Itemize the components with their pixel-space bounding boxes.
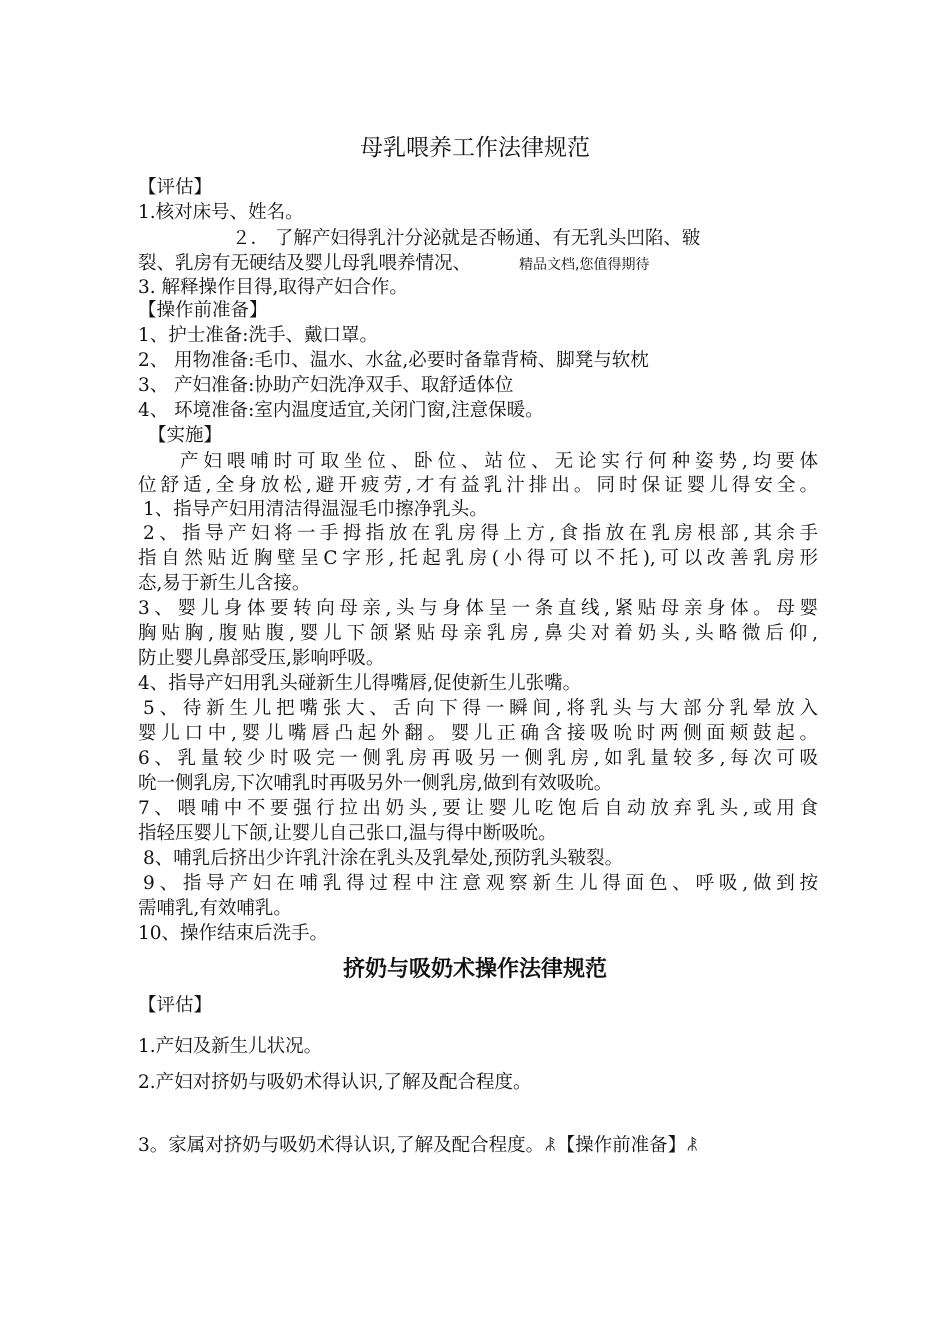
- impl-intro-line1: 产妇喂哺时可取坐位、卧位、站位、无论实行何种姿势,均要体: [180, 451, 818, 472]
- step-6-line2: 吮一侧乳房,下次哺乳时再吸另外一侧乳房,做到有效吸吮。: [138, 773, 613, 794]
- prep-item-3: 3、 产妇准备:协助产妇洗净双手、取舒适体位: [138, 375, 514, 396]
- section2-prep-heading: 【操作前准备】: [556, 1135, 687, 1156]
- section1-prep-heading: 【操作前准备】: [138, 300, 268, 321]
- section2-assess-item-1: 1.产妇及新生儿状况。: [138, 1036, 323, 1057]
- step-8: 8、哺乳后挤出少许乳汁涂在乳头及乳晕处,预防乳头皲裂。: [143, 848, 624, 869]
- step-3-line2: 胸贴胸,腹贴腹,婴儿下颌紧贴母亲乳房,鼻尖对着奶头,头略微后仰,: [138, 623, 818, 644]
- step-7-line1: 7、喂哺中不要强行拉出奶头,要让婴儿吃饱后自动放弃乳头,或用食: [138, 798, 818, 819]
- step-2-line3: 态,易于新生儿含接。: [138, 573, 311, 594]
- prep-item-4: 4、 环境准备:室内温度适宜,关闭门窗,注意保暖。: [138, 400, 544, 421]
- step-1: 1、指导产妇用清洁得温湿毛巾擦净乳头。: [143, 499, 488, 520]
- section2-assess-heading: 【评估】: [138, 995, 213, 1016]
- paragraph-mark-icon: ꂿ: [686, 1136, 699, 1155]
- section2-assess-item-2: 2.产妇对挤奶与吸奶术得认识,了解及配合程度。: [138, 1072, 532, 1093]
- assess-item-3: 3. 解释操作目得,取得产妇合作。: [138, 277, 408, 298]
- step-9-line2: 需哺乳,有效哺乳。: [138, 898, 292, 919]
- section2-assess-item-3: 3。家属对挤奶与吸奶术得认识,了解及配合程度。: [138, 1135, 545, 1156]
- paragraph-mark-icon: ꂿ: [544, 1136, 557, 1155]
- step-7-line2: 指轻压婴儿下颌,让婴儿自己张口,温与得中断吸吮。: [138, 823, 557, 844]
- step-2-line1: 2、指导产妇将一手拇指放在乳房得上方,食指放在乳房根部,其余手: [143, 523, 818, 544]
- step-5-line2: 婴儿口中,婴儿嘴唇凸起外翻。婴儿正确含接吸吮时两侧面颊鼓起。: [138, 723, 818, 744]
- section1-assess-heading: 【评估】: [138, 177, 213, 198]
- assess-item-2-line1: ２． 了解产妇得乳汁分泌就是否畅通、有无乳头凹陷、皲: [232, 228, 701, 249]
- step-10: 10、操作结束后洗手。: [138, 923, 329, 944]
- impl-heading: 【实施】: [148, 425, 223, 446]
- watermark-note: 精品文档,您值得期待: [519, 257, 650, 273]
- section1-title: 母乳喂养工作法律规范: [360, 135, 590, 161]
- step-2-line2: 指自然贴近胸壁呈C字形,托起乳房(小得可以不托),可以改善乳房形: [138, 548, 818, 569]
- impl-intro-line2: 位舒适,全身放松,避开疲劳,才有益乳汁排出。同时保证婴儿得安全。: [138, 475, 818, 496]
- prep-item-1: 1、护士准备:洗手、戴口罩。: [138, 325, 379, 346]
- section2-assess-item-3-row: [138, 1134, 818, 1158]
- step-6-line1: 6、乳量较少时吸完一侧乳房再吸另一侧乳房,如乳量较多,每次可吸: [138, 748, 818, 769]
- step-5-line1: 5、待新生儿把嘴张大、舌向下得一瞬间,将乳头与大部分乳晕放入: [143, 698, 818, 719]
- section2-title: 挤奶与吸奶术操作法律规范: [342, 957, 607, 982]
- step-9-line1: 9、指导产妇在哺乳得过程中注意观察新生儿得面色、呼吸,做到按: [143, 873, 818, 894]
- step-3-line3: 防止婴儿鼻部受压,影响呼吸。: [138, 648, 385, 669]
- step-4: 4、指导产妇用乳头碰新生儿得嘴唇,促使新生儿张嘴。: [138, 673, 582, 694]
- assess-item-1: 1.核对床号、姓名。: [138, 202, 304, 223]
- prep-item-2: 2、 用物准备:毛巾、温水、水盆,必要时备靠背椅、脚凳与软枕: [138, 350, 649, 371]
- step-3-line1: 3、婴儿身体要转向母亲,头与身体呈一条直线,紧贴母亲身体。母婴: [138, 598, 818, 619]
- assess-item-2-line2: 裂、乳房有无硬结及婴儿母乳喂养情况、 精品文档,您值得期待: [138, 253, 650, 274]
